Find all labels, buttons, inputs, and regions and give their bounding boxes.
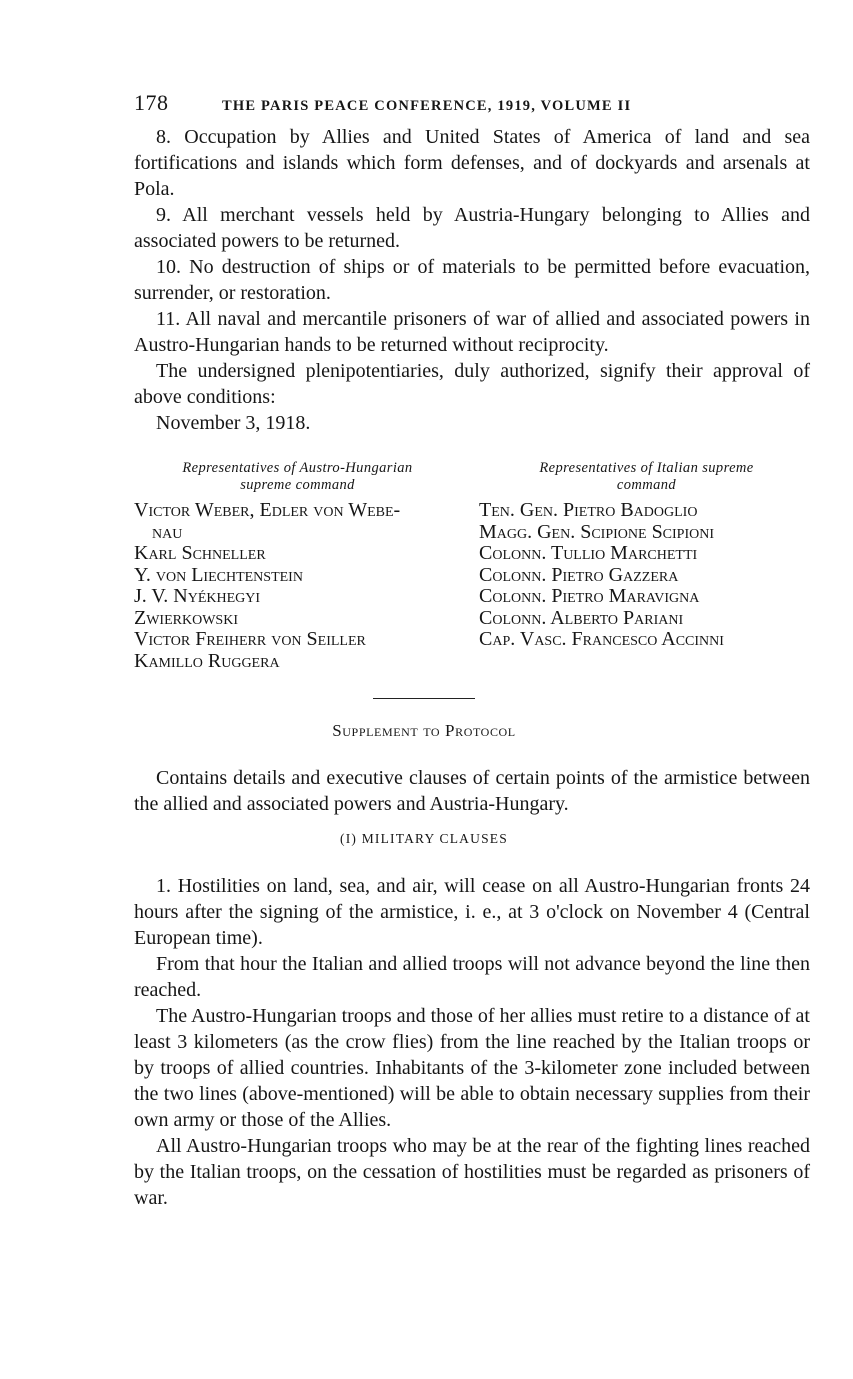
heading-line: supreme command bbox=[240, 477, 355, 493]
signatory-name: Ten. Gen. Pietro Badoglio bbox=[479, 499, 698, 521]
signatory-name: nau bbox=[152, 520, 183, 543]
signing-date: November 3, 1918. bbox=[156, 412, 311, 434]
heading-line: Representatives of Italian supreme bbox=[539, 460, 754, 476]
paragraph: 10. No destruction of ships or of materials to be permitted before evacuation, surrender, or restoration. bbox=[134, 256, 810, 304]
austro-hungarian-signatories bbox=[134, 450, 479, 672]
paragraph: 1. Hostilities on land, sea, and air, will cease on all Austro-Hungarian fronts 24 hours after the signing of the armistice, i. e., at 3 o'clock on November 4 (Central European time). bbox=[134, 875, 810, 949]
signatory-name: Karl Schneller bbox=[134, 542, 266, 564]
paragraph: 8. Occupation by Allies and United States of America of land and sea fortifications and islands which form defenses, and of dockyards and arsenals at Pola. bbox=[134, 126, 810, 200]
signatory-name: Colonn. Tullio Marchetti bbox=[479, 542, 698, 564]
signatory-name: Victor Weber, Edler von Webe- bbox=[134, 499, 401, 521]
military-clauses bbox=[134, 873, 810, 1211]
paragraph: All Austro-Hungarian troops who may be at the rear of the fighting lines reached by the Italian troops, on the cessation of hostilities must be regarded as prisoners of war. bbox=[134, 1135, 810, 1209]
signatory-heading bbox=[134, 450, 479, 500]
paragraph: 11. All naval and mercantile prisoners of war of allied and associated powers in Austro-Hungarian hands to be returned without reciprocity. bbox=[134, 308, 810, 356]
section-divider bbox=[373, 698, 475, 699]
signatory-name: Victor Freiherr von Seiller bbox=[134, 628, 366, 650]
signatory-heading bbox=[479, 450, 810, 500]
signatory-name: Kamillo Ruggera bbox=[134, 649, 280, 672]
running-head: THE PARIS PEACE CONFERENCE, 1919, VOLUME II bbox=[222, 98, 632, 114]
supplement-intro: Contains details and executive clauses of certain points of the armistice between the allied and associated powers and Austria-Hungary. bbox=[134, 767, 810, 815]
signatory-name: Colonn. Pietro Maravigna bbox=[479, 585, 700, 607]
signatory-name: Cap. Vasc. Francesco Accinni bbox=[479, 628, 724, 650]
heading-line: Representatives of Austro-Hungarian bbox=[182, 460, 413, 476]
page-number: 178 bbox=[134, 90, 169, 115]
armistice-conditions bbox=[134, 124, 810, 436]
paragraph: 9. All merchant vessels held by Austria-Hungary belonging to Allies and associated powers to be returned. bbox=[134, 204, 810, 252]
signatory-name: J. V. Nyékhegyi bbox=[134, 585, 261, 607]
signatory-name: Magg. Gen. Scipione Scipioni bbox=[479, 520, 715, 543]
paragraph: From that hour the Italian and allied troops will not advance beyond the line then reached. bbox=[134, 953, 810, 1001]
paragraph: The Austro-Hungarian troops and those of her allies must retire to a distance of at least 3 kilometers (as the crow flies) from the line reached by the Italian troops or by troops of allied countries. Inhabitants of the 3-kilometer zone included between the two lines (above-mentioned) will be able to obtain necessary supplies from their own army or those of the Allies. bbox=[134, 1005, 810, 1131]
section-title: Supplement to Protocol bbox=[332, 721, 516, 740]
signatory-name: Colonn. Pietro Gazzera bbox=[479, 563, 679, 586]
document-page bbox=[134, 90, 810, 1211]
signatory-name: Zwierkowski bbox=[134, 606, 238, 629]
signature-block bbox=[134, 450, 810, 672]
signatory-list bbox=[134, 500, 479, 672]
signatory-name: Colonn. Alberto Pariani bbox=[479, 606, 684, 629]
signatory-name: Y. von Liechtenstein bbox=[134, 563, 303, 586]
italian-signatories bbox=[479, 450, 810, 672]
page-header bbox=[134, 90, 810, 124]
signatory-list bbox=[479, 500, 810, 651]
subsection-heading: (I) MILITARY CLAUSES bbox=[340, 831, 508, 846]
heading-line: command bbox=[616, 477, 677, 493]
paragraph: The undersigned plenipotentiaries, duly authorized, signify their approval of above conditions: bbox=[134, 360, 810, 408]
